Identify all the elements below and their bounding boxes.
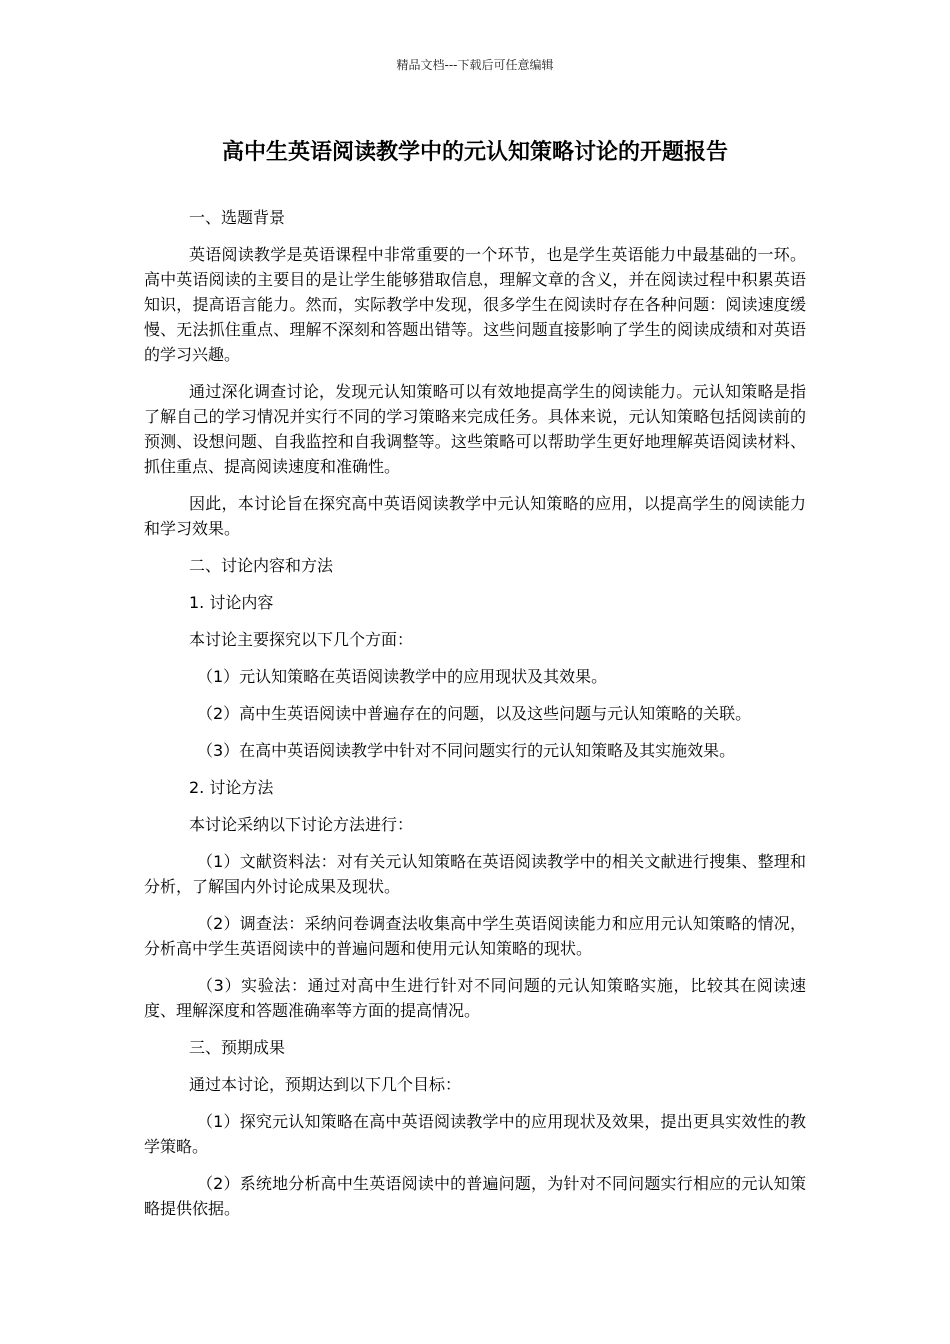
list-item-outcome-2: （2）系统地分析高中生英语阅读中的普遍问题，为针对不同问题实行相应的元认知策略提供依据。	[144, 1174, 806, 1218]
subheading-content: 1. 讨论内容	[189, 593, 274, 612]
document-title: 高中生英语阅读教学中的元认知策略讨论的开题报告	[221, 140, 728, 165]
list-item-method-1: （1）文献资料法：对有关元认知策略在英语阅读教学中的相关文献进行搜集、整理和分析，了解国内外讨论成果及现状。	[144, 852, 806, 896]
list-item-content-3: （3）在高中英语阅读教学中针对不同问题实行的元认知策略及其实施效果。	[197, 741, 736, 760]
paragraph-background-1: 英语阅读教学是英语课程中非常重要的一个环节，也是学生英语能力中最基础的一环。高中英语阅读的主要目的是让学生能够猎取信息，理解文章的含义，并在阅读过程中积累英语知识，提高语言能力。然而，实际教学中发现，很多学生在阅读时存在各种问题：阅读速度缓慢、无法抓住重点、理解不深刻和答题出错等。这些问题直接影响了学生的阅读成绩和对英语的学习兴趣。	[144, 245, 806, 364]
paragraph-content-intro: 本讨论主要探究以下几个方面：	[189, 630, 414, 649]
list-item-content-2: （2）高中生英语阅读中普遍存在的问题，以及这些问题与元认知策略的关联。	[197, 704, 752, 723]
paragraph-background-2: 通过深化调查讨论，发现元认知策略可以有效地提高学生的阅读能力。元认知策略是指了解自己的学习情况并实行不同的学习策略来完成任务。具体来说，元认知策略包括阅读前的预测、设想问题、自我监控和自我调整等。这些策略可以帮助学生更好地理解英语阅读材料、抓住重点、提高阅读速度和准确性。	[144, 382, 806, 476]
list-item-content-1: （1）元认知策略在英语阅读教学中的应用现状及其效果。	[197, 667, 608, 686]
paragraph-background-3: 因此，本讨论旨在探究高中英语阅读教学中元认知策略的应用，以提高学生的阅读能力和学习效果。	[144, 494, 806, 538]
section-heading-content-method: 二、讨论内容和方法	[189, 556, 334, 575]
list-item-outcome-1: （1）探究元认知策略在高中英语阅读教学中的应用现状及效果，提出更具实效性的教学策略。	[144, 1112, 806, 1156]
header-note: 精品文档---下载后可任意编辑	[396, 58, 554, 72]
subheading-method: 2. 讨论方法	[189, 778, 274, 797]
section-heading-outcomes: 三、预期成果	[189, 1038, 286, 1057]
document-body	[144, 205, 806, 1233]
list-item-method-3: （3）实验法：通过对高中生进行针对不同问题的元认知策略实施，比较其在阅读速度、理解深度和答题准确率等方面的提高情况。	[144, 976, 806, 1020]
section-heading-background: 一、选题背景	[189, 208, 286, 227]
paragraph-outcomes-intro: 通过本讨论，预期达到以下几个目标：	[189, 1075, 462, 1094]
list-item-method-2: （2）调查法：采纳问卷调查法收集高中学生英语阅读能力和应用元认知策略的情况，分析高中学生英语阅读中的普遍问题和使用元认知策略的现状。	[144, 914, 806, 958]
paragraph-method-intro: 本讨论采纳以下讨论方法进行：	[189, 815, 414, 834]
